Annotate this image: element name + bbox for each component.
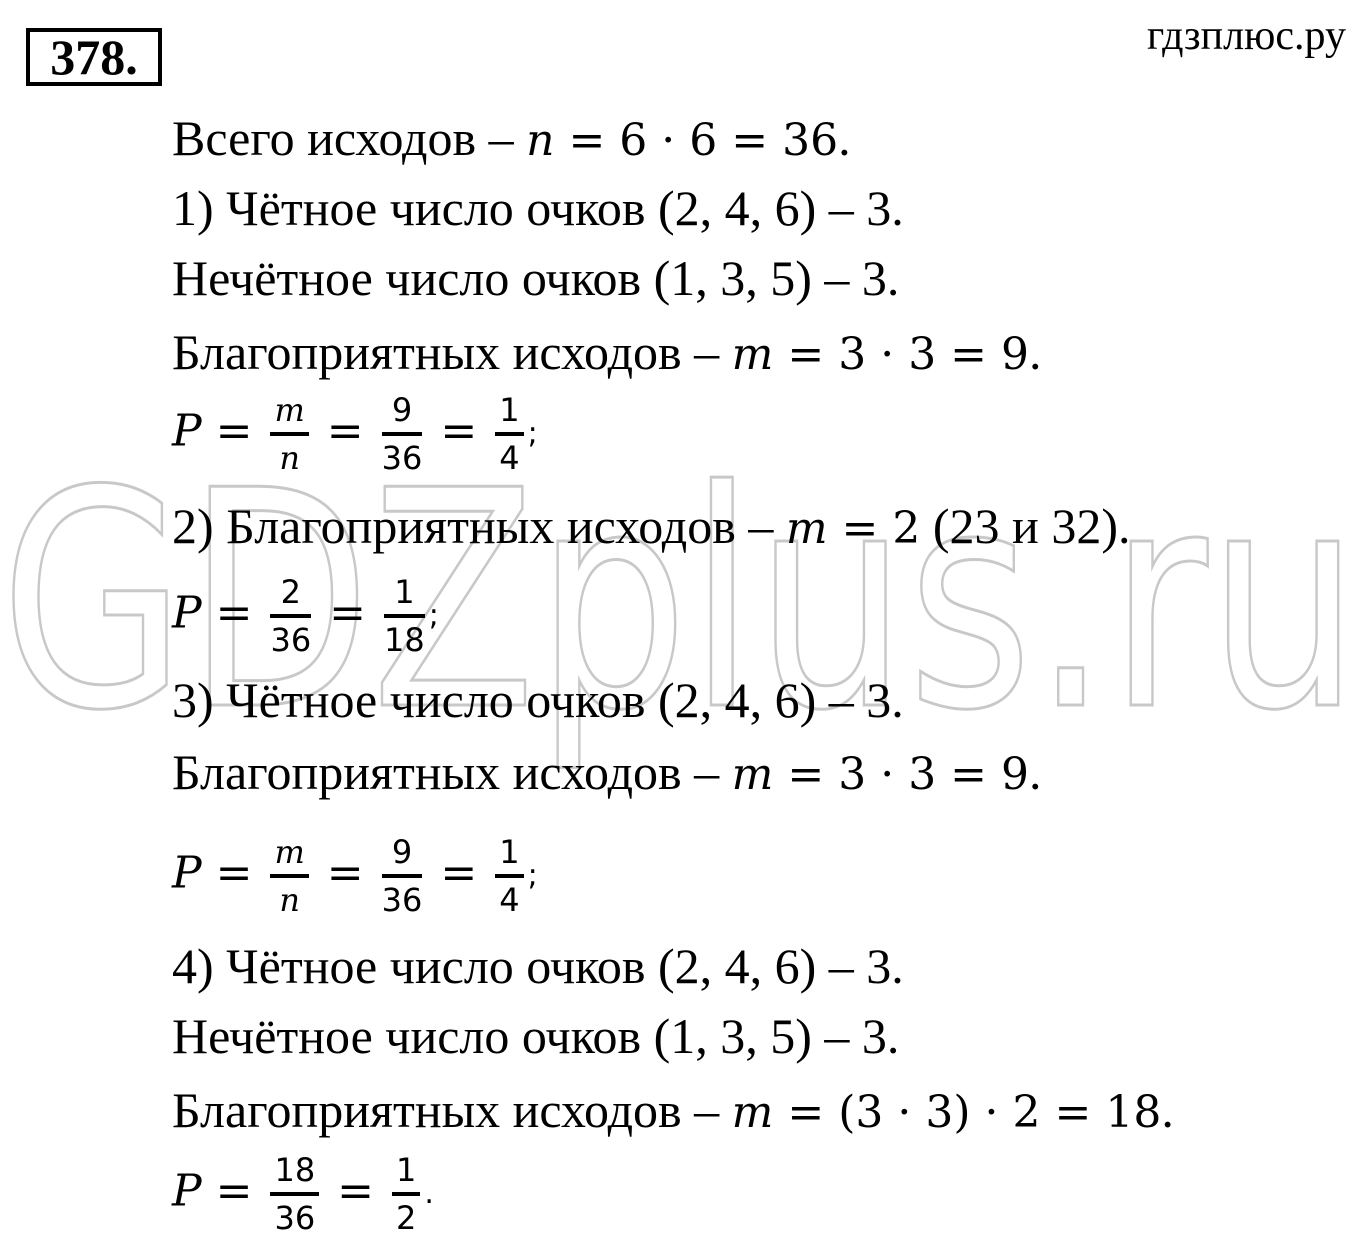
formula-1 xyxy=(172,390,538,478)
expr: = (3 · 3) · 2 = 18 xyxy=(773,1087,1162,1138)
text: 2) Благоприятных исходов – xyxy=(172,498,786,554)
fraction xyxy=(270,390,308,478)
formula-4 xyxy=(172,1150,434,1238)
eq: = xyxy=(201,1165,267,1217)
numerator: 1 xyxy=(384,572,425,618)
var-m: m xyxy=(731,329,774,380)
punct: . xyxy=(424,1176,434,1211)
numerator: 1 xyxy=(392,1150,420,1196)
fraction xyxy=(270,1150,319,1238)
denominator: 36 xyxy=(381,881,423,919)
text: Благоприятных исходов – xyxy=(172,324,732,380)
p: P xyxy=(172,587,202,639)
end: . xyxy=(1161,1082,1174,1138)
denominator: 18 xyxy=(384,621,425,659)
formula-2 xyxy=(172,572,439,660)
line-1-odd: Нечётное число очков (1, 3, 5) – 3. xyxy=(172,250,900,306)
eq: = xyxy=(426,847,492,899)
fraction xyxy=(495,390,523,478)
numerator: 1 xyxy=(495,390,523,436)
numerator: 1 xyxy=(495,832,523,878)
denominator: 4 xyxy=(499,439,520,477)
fraction xyxy=(270,832,308,920)
numerator: 2 xyxy=(270,572,311,618)
text: Благоприятных исходов – xyxy=(172,1082,732,1138)
eq: = xyxy=(426,405,492,457)
var-m: m xyxy=(785,503,828,554)
eq: = xyxy=(312,847,378,899)
problem-number: 378. xyxy=(26,28,162,86)
fraction xyxy=(384,572,425,660)
eq: = xyxy=(201,405,267,457)
formula-3 xyxy=(172,832,538,920)
numerator: m xyxy=(270,832,308,878)
end: . xyxy=(838,110,851,166)
line-4-favorable xyxy=(172,1080,1174,1143)
line-1-favorable xyxy=(172,322,1042,385)
denominator: 36 xyxy=(274,1199,316,1237)
expr: = 3 · 3 = 9 xyxy=(773,749,1030,800)
line-3-even: 3) Чётное число очков (2, 4, 6) – 3. xyxy=(172,672,904,728)
punct: ; xyxy=(527,858,538,893)
fraction xyxy=(270,572,311,660)
numerator: 9 xyxy=(382,390,423,436)
line-2-favorable xyxy=(172,496,1130,559)
line-4-even: 4) Чётное число очков (2, 4, 6) – 3. xyxy=(172,938,904,994)
p: P xyxy=(172,405,202,457)
denominator: 36 xyxy=(270,621,312,659)
denominator: 4 xyxy=(499,881,520,919)
p: P xyxy=(172,847,202,899)
text: Благоприятных исходов – xyxy=(172,744,732,800)
expr: = 6 · 6 = 36 xyxy=(554,115,839,166)
expr: = 3 · 3 = 9 xyxy=(773,329,1030,380)
line-4-odd: Нечётное число очков (1, 3, 5) – 3. xyxy=(172,1008,900,1064)
denominator: 36 xyxy=(381,439,423,477)
end: . xyxy=(1029,324,1042,380)
end: (23 и 32). xyxy=(920,498,1131,554)
numerator: m xyxy=(270,390,308,436)
numerator: 9 xyxy=(382,832,423,878)
eq: = xyxy=(323,1165,389,1217)
fraction xyxy=(382,832,423,920)
line-total-outcomes xyxy=(172,108,851,171)
eq: = xyxy=(315,587,381,639)
fraction xyxy=(392,1150,420,1238)
eq: = xyxy=(201,587,267,639)
denominator: n xyxy=(279,439,300,477)
numerator: 18 xyxy=(270,1150,319,1196)
watermark-text: GDZplus.ru xyxy=(0,470,1360,770)
p: P xyxy=(172,1165,202,1217)
fraction xyxy=(495,832,523,920)
text: Всего исходов – xyxy=(172,110,527,166)
expr: = 2 xyxy=(827,503,921,554)
site-name: гдзплюс.ру xyxy=(1146,13,1346,59)
var-m: m xyxy=(731,749,774,800)
line-3-favorable xyxy=(172,742,1042,805)
punct: ; xyxy=(527,416,538,451)
var-m: m xyxy=(731,1087,774,1138)
denominator: 2 xyxy=(396,1199,417,1237)
eq: = xyxy=(201,847,267,899)
denominator: n xyxy=(279,881,300,919)
end: . xyxy=(1029,744,1042,800)
fraction xyxy=(382,390,423,478)
eq: = xyxy=(312,405,378,457)
line-1-even: 1) Чётное число очков (2, 4, 6) – 3. xyxy=(172,180,904,236)
punct: ; xyxy=(428,598,439,633)
var-n: n xyxy=(526,115,555,166)
